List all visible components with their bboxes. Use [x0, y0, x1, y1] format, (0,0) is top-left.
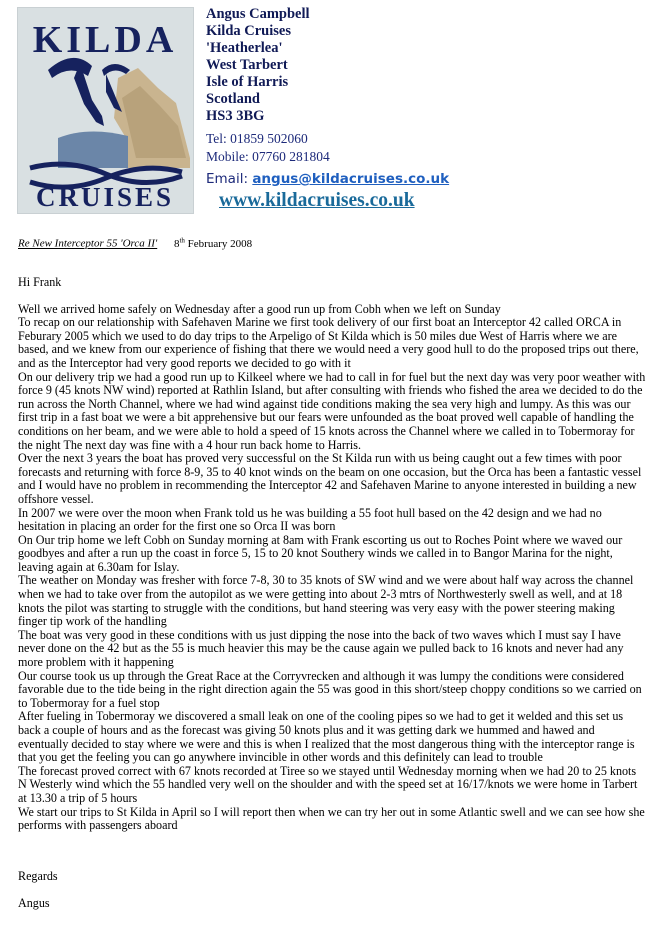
paragraph: In 2007 we were over the moon when Frank told us he was building a 55 foot hull based on the 42 design and we had no hesitation in placing an order for the first one so Orca II was born — [18, 505, 602, 534]
paragraph: On Our trip home we left Cobh on Sunday morning at 8am with Frank escorting us out to Roches Point where we waved our goodbyes and after a run up the coast in force 5, 15 to 20 knot Southery winds we called in to Bangor Marina for the night, leaving again at 6.30am for Islay. — [18, 532, 623, 574]
paragraph: To recap on our relationship with Safehaven Marine we first took delivery of our first boat an Interceptor 42 called ORCA in Feburary 2005 which we used to do day trips to the Arpeligo of St Kilda which is 50 miles due West of Harris where we are based, and we knew from our experience of fishing that there we would need a very good hull to do the proposed trips out there, and as the Interceptor had very good reports we decided to go with it — [18, 315, 639, 370]
telephone: Tel: 01859 502060 — [206, 131, 308, 146]
paragraph: Over the next 3 years the boat has proved very successful on the St Kilda run with us being caught out a few times with poor forecasts and returning with force 8-9, 35 to 40 knot winds on the beam on one occasion, but the Orca has been a fantastic vessel and I would have no problem in recommending the Interceptor 42 and Safehaven Marine to anyone interested in building a new offshore vessel. — [18, 451, 642, 506]
email-label: Email: — [206, 171, 249, 187]
letter-date: 8th February 2008 — [173, 236, 253, 250]
address-line: HS3 3BG — [206, 108, 265, 124]
letter-paragraphs — [18, 303, 646, 833]
address-line: Scotland — [206, 91, 260, 107]
address-line: West Tarbert — [206, 57, 288, 73]
logo-text-top: KILDA — [32, 19, 178, 61]
signature: Angus — [18, 896, 50, 910]
letter-body — [18, 276, 646, 833]
website-link[interactable]: www.kildacruises.co.uk — [219, 190, 415, 211]
email-link[interactable]: angus@kildacruises.co.uk — [252, 171, 450, 187]
kilda-cruises-logo — [17, 7, 194, 214]
reference-line — [18, 236, 252, 250]
address-line: Angus Campbell — [206, 6, 310, 22]
logo-text-bottom: CRUISES — [35, 182, 175, 212]
email-row — [206, 171, 449, 187]
paragraph: After fueling in Tobermoray we discovered a small leak on one of the cooling pipes so we had to get it welded and this set us back a couple of hours and as the forecast was giving 50 knots plus and it was getting dark we hummed and hawed and eventually decided to stay where we were and this is when I realized that the most dangerous thing with the interceptor range is that you get the feeling you can go anywhere invincible in other words and this definitely can lead to trouble — [18, 709, 635, 765]
address-line: Isle of Harris — [206, 74, 289, 90]
paragraph: The boat was very good in these conditions with us just dipping the nose into the back of two waves which I must say I have never done on the 42 but as the 55 is much heavier this may be the cause again we pulled back to 16 knots and never had any more problem with it happening — [18, 627, 624, 670]
paragraph: The weather on Monday was fresher with force 7-8, 30 to 35 knots of SW wind and we were about half way across the channel when we had to take over from the autopilot as we were getting into about 2-3 mtrs of Northwesterly swell as well, and at 18 knots the pilot was starting to struggle with the conditions, but hand steering was very easy with the power steering making finger tip work of the handling — [18, 573, 634, 629]
paragraph: Our course took us up through the Great Race at the Corryvrecken and although it was lumpy the conditions were considered favorable due to the tide being in the right direction again the 55 was good in this short/steep choppy conditions so we carried on to Tobermoray for a fuel stop — [18, 668, 642, 710]
paragraph: Well we arrived home safely on Wednesday after a good run up from Cobh when we left on Sunday — [18, 301, 501, 316]
paragraph: The forecast proved correct with 67 knots recorded at Tiree so we stayed until Wednesday morning when we had 20 to 25 knots N Westerly wind which the 55 handled very well on the shoulder and with the speed set at 16/17/knots we were home in Tarbert at 13.30 a trip of 5 hours — [18, 763, 638, 805]
subject-reference: Re New Interceptor 55 'Orca II' — [18, 237, 158, 250]
address-line: Kilda Cruises — [206, 23, 291, 39]
greeting: Hi Frank — [18, 275, 62, 289]
address-block — [206, 6, 310, 125]
paragraph: On our delivery trip we had a good run up to Kilkeel where we had to call in for fuel but the next day was very poor weather with force 9 (45 knots NW wind) reported at Rathlin Island, but after consulting with friends who fished the area we decided to do the run across the North Channel, where we had wind against tide conditions making the sea very high and lumpy. As this was our first trip in a fast boat we were a bit apprehensive but our fears were unfounded as the boat proved well capable of handling the conditions on her beam, and we were able to hold a speed of 15 knots across the Channel where we called in to Tobermoray for the night The next day was fine with a 4 hour run back home to Harris. — [18, 369, 646, 452]
mobile: Mobile: 07760 281804 — [206, 149, 330, 164]
closing: Regards — [18, 869, 58, 883]
paragraph: We start our trips to St Kilda in April so I will report then when we can try her out in some Atlantic swell and we can see how she performs with passengers aboard — [18, 804, 645, 833]
address-line: 'Heatherlea' — [206, 40, 283, 56]
